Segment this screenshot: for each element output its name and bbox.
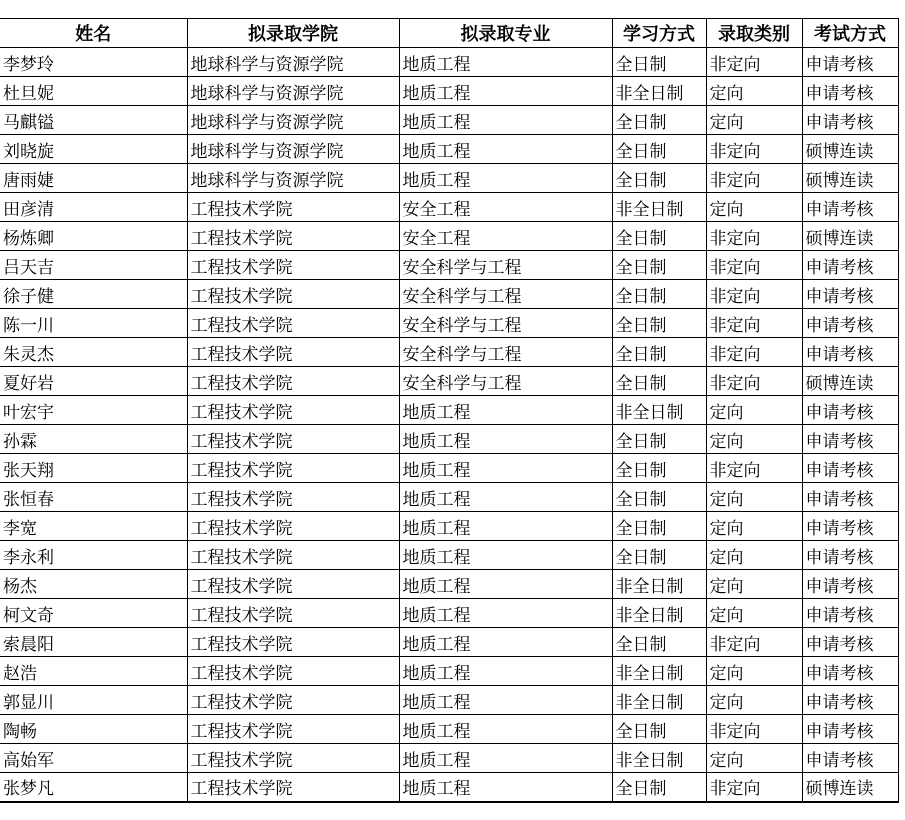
cell-exam-method: 申请考核 bbox=[802, 396, 898, 425]
cell-exam-method: 申请考核 bbox=[802, 628, 898, 657]
table-row bbox=[0, 454, 898, 483]
cell-name: 唐雨婕 bbox=[0, 164, 187, 193]
cell-admission-type: 定向 bbox=[706, 512, 802, 541]
cell-major: 地质工程 bbox=[399, 106, 612, 135]
cell-exam-method: 申请考核 bbox=[802, 715, 898, 744]
cell-admission-type: 定向 bbox=[706, 193, 802, 222]
cell-exam-method: 申请考核 bbox=[802, 744, 898, 773]
cell-college: 地球科学与资源学院 bbox=[187, 164, 399, 193]
cell-name: 柯文奇 bbox=[0, 599, 187, 628]
cell-study-mode: 全日制 bbox=[612, 251, 706, 280]
cell-name: 赵浩 bbox=[0, 657, 187, 686]
cell-major: 地质工程 bbox=[399, 541, 612, 570]
cell-name: 马麒镒 bbox=[0, 106, 187, 135]
cell-exam-method: 申请考核 bbox=[802, 251, 898, 280]
cell-name: 夏好岩 bbox=[0, 367, 187, 396]
cell-college: 工程技术学院 bbox=[187, 657, 399, 686]
cell-admission-type: 定向 bbox=[706, 106, 802, 135]
header-study-mode: 学习方式 bbox=[612, 19, 706, 48]
cell-name: 吕天吉 bbox=[0, 251, 187, 280]
cell-exam-method: 申请考核 bbox=[802, 454, 898, 483]
table-row bbox=[0, 483, 898, 512]
cell-name: 李梦玲 bbox=[0, 48, 187, 77]
table-row bbox=[0, 280, 898, 309]
table-body bbox=[0, 48, 898, 802]
cell-study-mode: 全日制 bbox=[612, 106, 706, 135]
header-name: 姓名 bbox=[0, 19, 187, 48]
cell-study-mode: 非全日制 bbox=[612, 193, 706, 222]
table-row bbox=[0, 48, 898, 77]
table-row bbox=[0, 541, 898, 570]
cell-exam-method: 申请考核 bbox=[802, 483, 898, 512]
cell-admission-type: 非定向 bbox=[706, 628, 802, 657]
cell-study-mode: 全日制 bbox=[612, 541, 706, 570]
header-college: 拟录取学院 bbox=[187, 19, 399, 48]
table-row bbox=[0, 396, 898, 425]
cell-study-mode: 全日制 bbox=[612, 280, 706, 309]
cell-major: 安全科学与工程 bbox=[399, 251, 612, 280]
cell-study-mode: 非全日制 bbox=[612, 77, 706, 106]
cell-college: 工程技术学院 bbox=[187, 715, 399, 744]
cell-study-mode: 全日制 bbox=[612, 367, 706, 396]
cell-study-mode: 非全日制 bbox=[612, 686, 706, 715]
cell-exam-method: 申请考核 bbox=[802, 280, 898, 309]
cell-college: 工程技术学院 bbox=[187, 280, 399, 309]
table-row bbox=[0, 599, 898, 628]
cell-college: 工程技术学院 bbox=[187, 541, 399, 570]
cell-admission-type: 定向 bbox=[706, 483, 802, 512]
cell-admission-type: 非定向 bbox=[706, 715, 802, 744]
header-exam-method: 考试方式 bbox=[802, 19, 898, 48]
cell-major: 安全工程 bbox=[399, 193, 612, 222]
table-row bbox=[0, 773, 898, 802]
cell-study-mode: 非全日制 bbox=[612, 599, 706, 628]
cell-name: 陶畅 bbox=[0, 715, 187, 744]
table-row bbox=[0, 164, 898, 193]
table-row bbox=[0, 222, 898, 251]
cell-exam-method: 申请考核 bbox=[802, 338, 898, 367]
cell-college: 工程技术学院 bbox=[187, 570, 399, 599]
cell-exam-method: 硕博连读 bbox=[802, 367, 898, 396]
cell-name: 张梦凡 bbox=[0, 773, 187, 802]
header-row bbox=[0, 19, 898, 48]
cell-study-mode: 非全日制 bbox=[612, 570, 706, 599]
cell-college: 工程技术学院 bbox=[187, 193, 399, 222]
cell-name: 郭显川 bbox=[0, 686, 187, 715]
admission-table bbox=[0, 18, 899, 803]
cell-major: 地质工程 bbox=[399, 744, 612, 773]
cell-college: 工程技术学院 bbox=[187, 251, 399, 280]
cell-exam-method: 申请考核 bbox=[802, 106, 898, 135]
cell-exam-method: 申请考核 bbox=[802, 512, 898, 541]
cell-exam-method: 申请考核 bbox=[802, 309, 898, 338]
cell-study-mode: 非全日制 bbox=[612, 657, 706, 686]
cell-admission-type: 非定向 bbox=[706, 309, 802, 338]
cell-study-mode: 全日制 bbox=[612, 454, 706, 483]
cell-admission-type: 非定向 bbox=[706, 773, 802, 802]
cell-study-mode: 全日制 bbox=[612, 425, 706, 454]
cell-major: 安全科学与工程 bbox=[399, 280, 612, 309]
cell-major: 安全科学与工程 bbox=[399, 309, 612, 338]
cell-name: 杨杰 bbox=[0, 570, 187, 599]
cell-major: 地质工程 bbox=[399, 599, 612, 628]
cell-major: 地质工程 bbox=[399, 396, 612, 425]
cell-exam-method: 申请考核 bbox=[802, 599, 898, 628]
cell-study-mode: 全日制 bbox=[612, 338, 706, 367]
cell-college: 工程技术学院 bbox=[187, 454, 399, 483]
cell-major: 地质工程 bbox=[399, 657, 612, 686]
cell-exam-method: 硕博连读 bbox=[802, 135, 898, 164]
cell-college: 工程技术学院 bbox=[187, 773, 399, 802]
cell-major: 地质工程 bbox=[399, 135, 612, 164]
cell-study-mode: 全日制 bbox=[612, 135, 706, 164]
cell-college: 工程技术学院 bbox=[187, 222, 399, 251]
cell-name: 杜旦妮 bbox=[0, 77, 187, 106]
cell-name: 刘晓旋 bbox=[0, 135, 187, 164]
cell-admission-type: 非定向 bbox=[706, 222, 802, 251]
cell-name: 徐子健 bbox=[0, 280, 187, 309]
cell-study-mode: 非全日制 bbox=[612, 396, 706, 425]
cell-major: 地质工程 bbox=[399, 425, 612, 454]
cell-college: 地球科学与资源学院 bbox=[187, 106, 399, 135]
cell-college: 地球科学与资源学院 bbox=[187, 77, 399, 106]
table-row bbox=[0, 193, 898, 222]
cell-name: 李宽 bbox=[0, 512, 187, 541]
cell-admission-type: 非定向 bbox=[706, 135, 802, 164]
cell-major: 地质工程 bbox=[399, 628, 612, 657]
header-admission-type: 录取类别 bbox=[706, 19, 802, 48]
table-row bbox=[0, 135, 898, 164]
table-row bbox=[0, 106, 898, 135]
cell-name: 田彦清 bbox=[0, 193, 187, 222]
cell-study-mode: 全日制 bbox=[612, 773, 706, 802]
cell-college: 工程技术学院 bbox=[187, 628, 399, 657]
cell-major: 地质工程 bbox=[399, 570, 612, 599]
table-row bbox=[0, 744, 898, 773]
cell-name: 高始军 bbox=[0, 744, 187, 773]
table-row bbox=[0, 512, 898, 541]
cell-college: 工程技术学院 bbox=[187, 599, 399, 628]
cell-study-mode: 全日制 bbox=[612, 715, 706, 744]
cell-name: 孙霖 bbox=[0, 425, 187, 454]
cell-exam-method: 申请考核 bbox=[802, 193, 898, 222]
cell-exam-method: 申请考核 bbox=[802, 77, 898, 106]
cell-college: 地球科学与资源学院 bbox=[187, 135, 399, 164]
cell-major: 地质工程 bbox=[399, 773, 612, 802]
cell-exam-method: 申请考核 bbox=[802, 686, 898, 715]
cell-major: 地质工程 bbox=[399, 483, 612, 512]
cell-name: 张恒春 bbox=[0, 483, 187, 512]
cell-major: 地质工程 bbox=[399, 77, 612, 106]
cell-college: 工程技术学院 bbox=[187, 338, 399, 367]
table-row bbox=[0, 425, 898, 454]
cell-admission-type: 定向 bbox=[706, 77, 802, 106]
cell-admission-type: 定向 bbox=[706, 599, 802, 628]
cell-admission-type: 非定向 bbox=[706, 367, 802, 396]
cell-admission-type: 非定向 bbox=[706, 454, 802, 483]
cell-major: 地质工程 bbox=[399, 164, 612, 193]
cell-major: 地质工程 bbox=[399, 686, 612, 715]
cell-major: 安全工程 bbox=[399, 222, 612, 251]
cell-major: 地质工程 bbox=[399, 454, 612, 483]
header-major: 拟录取专业 bbox=[399, 19, 612, 48]
cell-college: 工程技术学院 bbox=[187, 512, 399, 541]
cell-college: 工程技术学院 bbox=[187, 425, 399, 454]
cell-admission-type: 定向 bbox=[706, 570, 802, 599]
cell-admission-type: 非定向 bbox=[706, 338, 802, 367]
cell-name: 张天翔 bbox=[0, 454, 187, 483]
table-row bbox=[0, 77, 898, 106]
cell-name: 陈一川 bbox=[0, 309, 187, 338]
table-row bbox=[0, 251, 898, 280]
cell-major: 地质工程 bbox=[399, 715, 612, 744]
cell-college: 工程技术学院 bbox=[187, 744, 399, 773]
table-row bbox=[0, 367, 898, 396]
cell-admission-type: 定向 bbox=[706, 396, 802, 425]
cell-major: 安全科学与工程 bbox=[399, 367, 612, 396]
cell-study-mode: 全日制 bbox=[612, 164, 706, 193]
table-row bbox=[0, 570, 898, 599]
cell-study-mode: 全日制 bbox=[612, 483, 706, 512]
cell-admission-type: 非定向 bbox=[706, 164, 802, 193]
cell-major: 地质工程 bbox=[399, 48, 612, 77]
cell-college: 地球科学与资源学院 bbox=[187, 48, 399, 77]
cell-study-mode: 全日制 bbox=[612, 628, 706, 657]
cell-major: 地质工程 bbox=[399, 512, 612, 541]
table-row bbox=[0, 309, 898, 338]
cell-exam-method: 申请考核 bbox=[802, 425, 898, 454]
table-row bbox=[0, 338, 898, 367]
cell-admission-type: 定向 bbox=[706, 425, 802, 454]
cell-admission-type: 非定向 bbox=[706, 48, 802, 77]
cell-admission-type: 非定向 bbox=[706, 251, 802, 280]
cell-exam-method: 硕博连读 bbox=[802, 164, 898, 193]
cell-college: 工程技术学院 bbox=[187, 686, 399, 715]
cell-name: 索晨阳 bbox=[0, 628, 187, 657]
table-row bbox=[0, 657, 898, 686]
cell-exam-method: 申请考核 bbox=[802, 48, 898, 77]
cell-exam-method: 申请考核 bbox=[802, 541, 898, 570]
table-row bbox=[0, 628, 898, 657]
cell-admission-type: 非定向 bbox=[706, 280, 802, 309]
cell-name: 朱灵杰 bbox=[0, 338, 187, 367]
cell-study-mode: 全日制 bbox=[612, 48, 706, 77]
cell-admission-type: 定向 bbox=[706, 686, 802, 715]
cell-admission-type: 定向 bbox=[706, 744, 802, 773]
cell-exam-method: 申请考核 bbox=[802, 657, 898, 686]
cell-college: 工程技术学院 bbox=[187, 367, 399, 396]
cell-name: 李永利 bbox=[0, 541, 187, 570]
table-row bbox=[0, 686, 898, 715]
cell-study-mode: 全日制 bbox=[612, 309, 706, 338]
table-row bbox=[0, 715, 898, 744]
cell-admission-type: 定向 bbox=[706, 541, 802, 570]
cell-study-mode: 非全日制 bbox=[612, 744, 706, 773]
cell-name: 杨炼卿 bbox=[0, 222, 187, 251]
cell-study-mode: 全日制 bbox=[612, 222, 706, 251]
cell-study-mode: 全日制 bbox=[612, 512, 706, 541]
cell-college: 工程技术学院 bbox=[187, 396, 399, 425]
cell-exam-method: 硕博连读 bbox=[802, 773, 898, 802]
cell-major: 安全科学与工程 bbox=[399, 338, 612, 367]
cell-college: 工程技术学院 bbox=[187, 309, 399, 338]
cell-college: 工程技术学院 bbox=[187, 483, 399, 512]
cell-admission-type: 定向 bbox=[706, 657, 802, 686]
cell-name: 叶宏宇 bbox=[0, 396, 187, 425]
cell-exam-method: 硕博连读 bbox=[802, 222, 898, 251]
cell-exam-method: 申请考核 bbox=[802, 570, 898, 599]
